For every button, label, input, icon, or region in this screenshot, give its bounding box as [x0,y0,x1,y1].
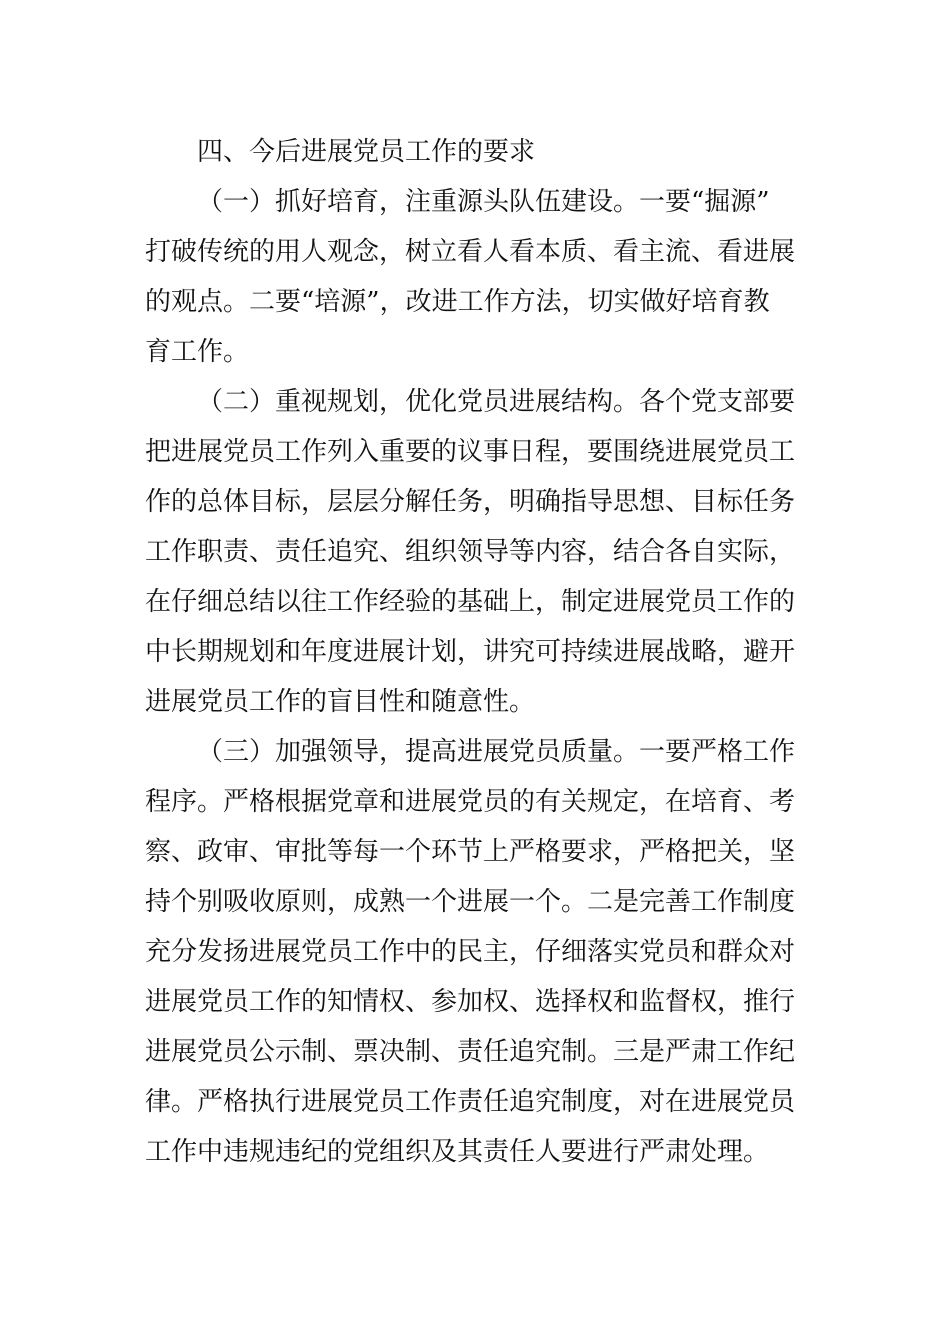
paragraph-2 [145,377,810,727]
paragraph-line: 在仔细总结以往工作经验的基础上，制定进展党员工作的 [145,587,796,617]
paragraph-line: 打破传统的用人观念，树立看人看本质、看主流、看进展 [145,237,796,267]
paragraph-line: （一）抓好培育，注重源头队伍建设。一要“掘源” [197,187,770,217]
paragraph-line: （三）加强领导，提高进展党员质量。一要严格工作 [197,737,796,767]
paragraph-line: 察、政审、审批等每一个环节上严格要求，严格把关，坚 [145,837,796,867]
paragraph-line: 进展党员工作的知情权、参加权、选择权和监督权，推行 [145,987,796,1017]
paragraph-3 [145,727,810,1177]
paragraph-line: 的观点。二要“培源”，改进工作方法，切实做好培育教 [145,287,770,317]
paragraph-line: 律。严格执行进展党员工作责任追究制度，对在进展党员 [145,1087,796,1117]
paragraph-line: 持个别吸收原则，成熟一个进展一个。二是完善工作制度 [145,887,796,917]
paragraph-line: 工作中违规违纪的党组织及其责任人要进行严肃处理。 [145,1137,770,1167]
paragraph-line: 中长期规划和年度进展计划，讲究可持续进展战略，避开 [145,637,796,667]
document-body [145,127,810,1177]
paragraph-line: （二）重视规划，优化党员进展结构。各个党支部要 [197,387,796,417]
paragraph-line: 进展党员公示制、票决制、责任追究制。三是严肃工作纪 [145,1037,796,1067]
paragraph-line: 把进展党员工作列入重要的议事日程，要围绕进展党员工 [145,437,796,467]
section-heading: 四、今后进展党员工作的要求 [197,137,536,167]
paragraph-line: 育工作。 [145,337,250,367]
paragraph-line: 程序。严格根据党章和进展党员的有关规定，在培育、考 [145,787,796,817]
paragraph-line: 充分发扬进展党员工作中的民主，仔细落实党员和群众对 [145,937,796,967]
paragraph-line: 作的总体目标，层层分解任务，明确指导思想、目标任务 [145,487,796,517]
paragraph-line: 工作职责、责任追究、组织领导等内容，结合各自实际， [145,537,796,567]
paragraph-1 [145,177,810,377]
paragraph-line: 进展党员工作的盲目性和随意性。 [145,687,536,717]
